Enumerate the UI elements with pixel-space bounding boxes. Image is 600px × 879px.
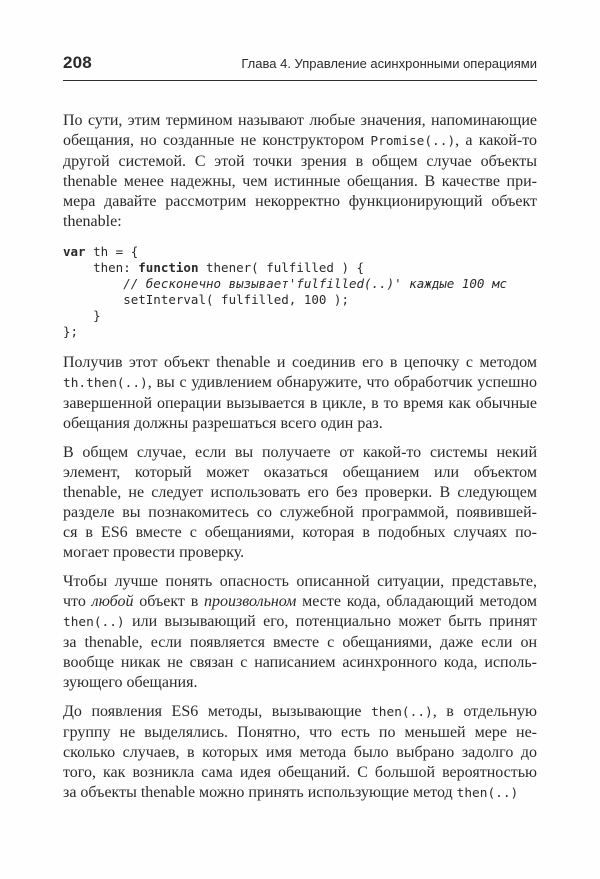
text-segment: могает провести проверку. (63, 544, 245, 561)
text-segment: th = { (85, 244, 139, 259)
code-line (63, 244, 537, 260)
text-line (63, 414, 537, 434)
text-segment: Promise(..) (370, 134, 456, 149)
code-line (63, 292, 537, 308)
text-line (63, 443, 537, 463)
text-segment: за thenable, если появляется вместе с обещаниями, даже если он (63, 634, 537, 651)
text-line (63, 592, 537, 612)
text-line (63, 743, 537, 763)
text-segment: другой системой. С этой точки зрения в общем случае объекты (63, 153, 537, 170)
text-line (63, 763, 537, 783)
text-line (63, 503, 537, 523)
text-segment: , в отдельную (432, 703, 538, 720)
text-segment: thenable менее надежны, чем истинные обещания. В качестве при- (63, 173, 537, 190)
text-segment: }; (63, 324, 79, 339)
text-line (63, 523, 537, 543)
page-content (63, 111, 537, 804)
text-segment: месте кода, обладающий методом (296, 593, 537, 610)
text-line (63, 783, 537, 804)
code-line (63, 308, 537, 324)
text-segment: var (63, 244, 86, 259)
text-segment: мера давайте рассмотрим некорректно функционирующий объект (63, 193, 537, 210)
code-line (63, 276, 537, 292)
text-segment: за объекты thenable можно принять использующие метод (63, 784, 457, 801)
text-line (63, 483, 537, 503)
text-line (63, 653, 537, 673)
text-segment: then(..) (456, 786, 519, 801)
text-line (63, 394, 537, 414)
text-segment: По сути, этим термином называют любые значения, напоминающие (63, 112, 537, 129)
text-line (63, 111, 537, 131)
text-line (63, 463, 537, 483)
text-line (63, 172, 537, 192)
text-line (63, 723, 537, 743)
paragraph (63, 353, 537, 434)
text-segment: then(..) (371, 705, 433, 720)
text-segment: th.then(..) (63, 376, 148, 391)
text-line (63, 702, 537, 723)
text-segment: обещания должны разрешаться всего один раз. (63, 415, 383, 432)
text-segment: } (63, 308, 101, 323)
text-line (63, 572, 537, 592)
page-number: 208 (63, 53, 92, 72)
text-line (63, 673, 537, 693)
text-segment: разделе вы познакомитесь со служебной программой, появившей- (63, 504, 537, 521)
page-header (63, 52, 537, 81)
running-head: Глава 4. Управление асинхронными операциями (241, 56, 537, 71)
text-segment: , вы с удивлением обнаружите, что обработчик успешно (147, 374, 537, 391)
text-segment: группу не выделялись. Понятно, что есть по меньшей мере не- (63, 724, 537, 741)
paragraph (63, 702, 537, 804)
text-line (63, 373, 537, 394)
text-segment: зующего обещания. (63, 674, 198, 691)
text-segment: then: (63, 260, 139, 275)
text-segment: // бесконечно вызывает'fulfilled(..)' каждые 100 мс (63, 276, 508, 291)
text-segment: объект в (133, 593, 205, 610)
text-segment: ся в ES6 вместе с обещаниями, которая в подобных случаях по- (63, 524, 537, 541)
text-segment: Чтобы лучше понять опасность описанной ситуации, представьте, (63, 573, 537, 590)
text-segment: , а какой-то (455, 132, 537, 149)
code-line (63, 324, 537, 340)
text-line (63, 633, 537, 653)
text-line (63, 543, 537, 563)
text-line (63, 353, 537, 373)
text-segment: До появления ES6 методы, вызывающие (63, 703, 372, 720)
text-line (63, 152, 537, 172)
text-segment: function (138, 260, 199, 275)
text-segment: любой (91, 593, 134, 610)
text-segment: В общем случае, если вы получаете от какой-то системы некий (63, 444, 537, 461)
text-segment: Получив этот объект thenable и соединив его в цепочку с методом (63, 354, 537, 371)
text-segment: обещания, но созданные не конструктором (63, 132, 371, 149)
text-line (63, 212, 537, 232)
text-segment: thenable, не следует использовать его без проверки. В следующем (63, 484, 537, 501)
text-segment: того, как возникла сама идея обещаний. С большой вероятностью (63, 764, 537, 781)
text-line (63, 612, 537, 633)
text-segment: вообще никак не связан с написанием асинхронного кода, исполь- (63, 654, 537, 671)
text-line (63, 131, 537, 152)
paragraph (63, 443, 537, 563)
text-segment: или вызывающий его, потенциально может быть принят (124, 613, 537, 630)
paragraph (63, 111, 537, 232)
paragraph (63, 572, 537, 693)
code-line (63, 260, 537, 276)
text-line (63, 192, 537, 212)
text-segment: setInterval( fulfilled, 100 ); (63, 292, 349, 307)
text-segment: элемент, который может оказаться обещанием или объектом (63, 464, 537, 481)
text-segment: произвольном (204, 593, 297, 610)
text-segment: что (63, 593, 92, 610)
text-segment: thenable: (63, 213, 122, 230)
text-segment: then(..) (63, 615, 125, 630)
text-segment: сколько случаев, в которых имя метода было выбрано задолго до (63, 744, 537, 761)
code-block (63, 244, 537, 340)
text-segment: thener( fulfilled ) { (198, 260, 365, 275)
text-segment: завершенной операции вызывается в цикле, в то время как обычные (63, 395, 537, 412)
